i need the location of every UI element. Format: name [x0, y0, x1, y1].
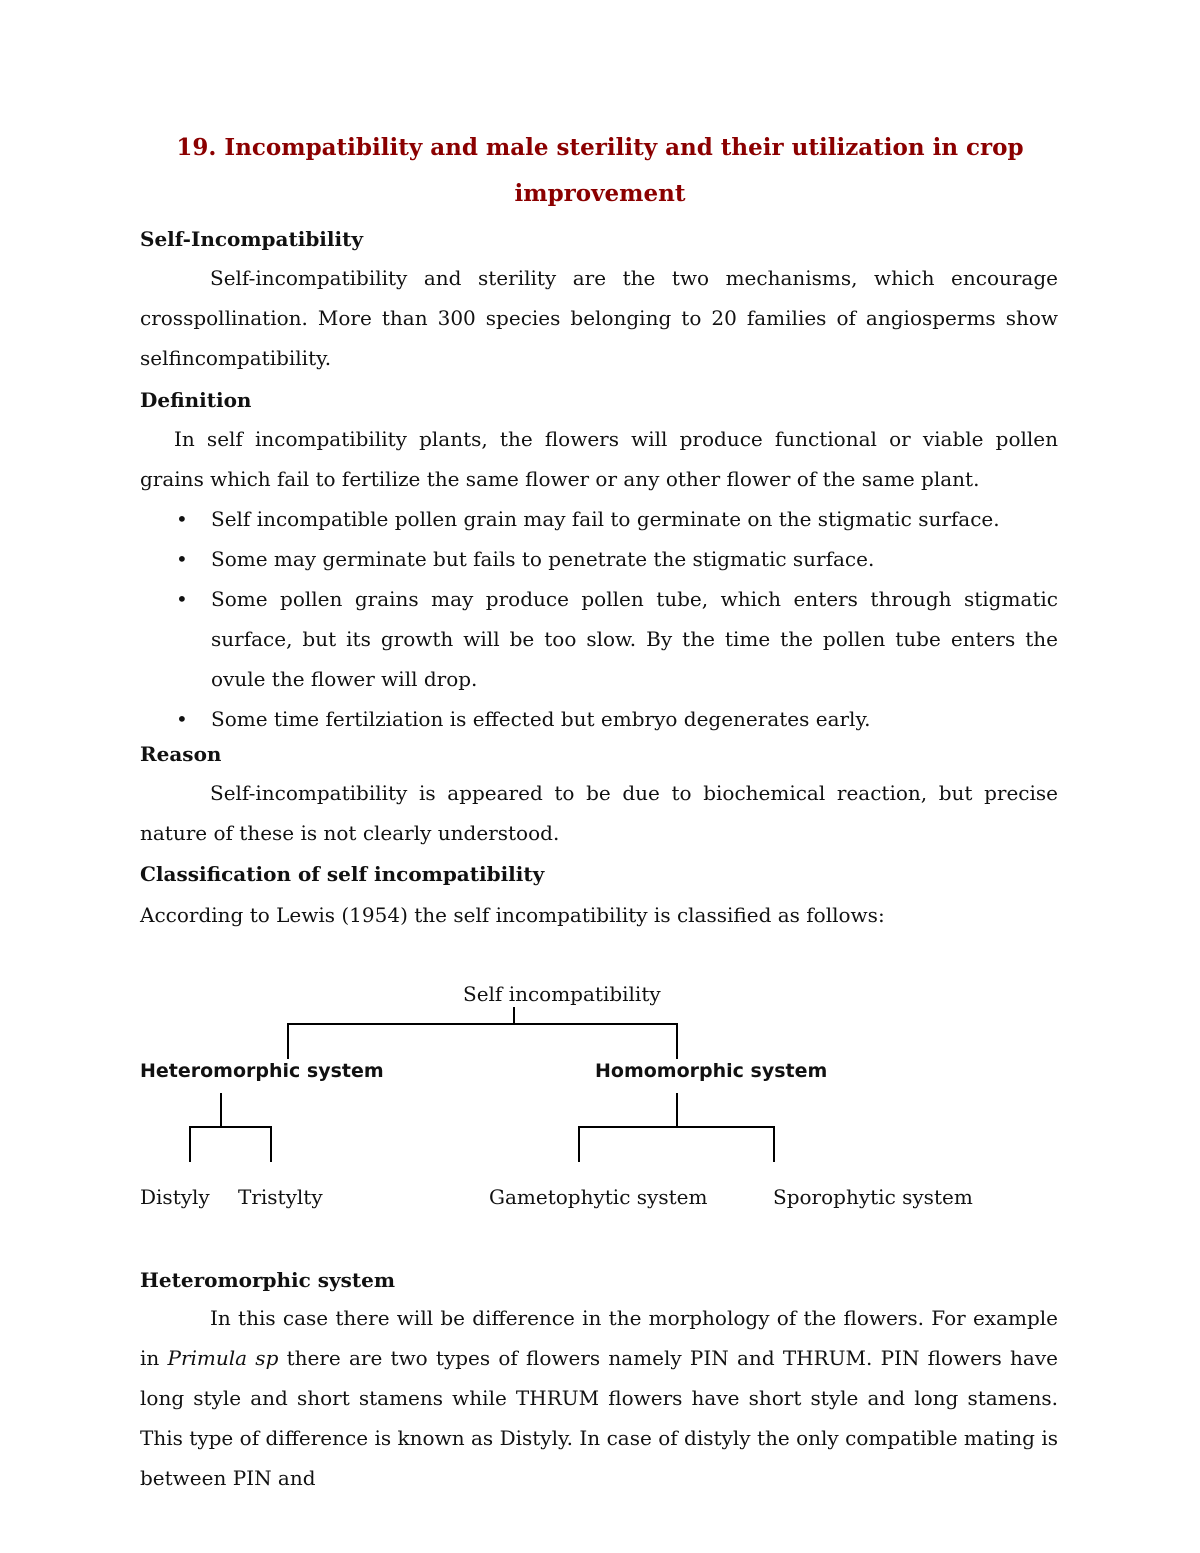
- list-item: [140, 699, 1058, 739]
- list-item: [140, 539, 1058, 579]
- bullet-icon: •: [176, 587, 188, 611]
- diagram-left-branch-label: Heteromorphic system: [140, 1060, 384, 1082]
- bullet-text: Some may germinate but fails to penetrate the stigmatic surface.: [211, 547, 875, 571]
- diagram-right-branch-label: Homomorphic system: [595, 1060, 828, 1082]
- species-name: Primula sp: [167, 1346, 279, 1370]
- heading-heteromorphic: Heteromorphic system: [140, 1268, 396, 1292]
- bullet-icon: •: [176, 707, 188, 731]
- diagram-connector: [287, 1023, 678, 1025]
- bullet-text: Self incompatible pollen grain may fail to germinate on the stigmatic surface.: [211, 507, 1000, 531]
- diagram-leaf-tristyly: Tristylty: [238, 1185, 323, 1209]
- heading-classification: Classification of self incompatibility: [140, 862, 545, 886]
- diagram-connector: [578, 1126, 580, 1162]
- paragraph-heteromorphic: [140, 1298, 1058, 1498]
- bullet-icon: •: [176, 507, 188, 531]
- definition-bullet-list: [140, 499, 1058, 739]
- list-item: [140, 579, 1058, 699]
- diagram-leaf-distyly: Distyly: [140, 1185, 210, 1209]
- diagram-connector: [676, 1023, 678, 1059]
- bullet-text: Some time fertilziation is effected but embryo degenerates early.: [211, 707, 871, 731]
- diagram-connector: [270, 1126, 272, 1162]
- paragraph-text: In this case there will be difference in the morphology of the flowers. For example in: [140, 1306, 1058, 1370]
- heading-self-incompatibility: Self-Incompatibility: [140, 227, 363, 251]
- diagram-leaf-sporophytic: Sporophytic system: [773, 1185, 973, 1209]
- document-title-line-1: 19. Incompatibility and male sterility and their utilization in crop: [176, 134, 1024, 161]
- diagram-connector: [513, 1007, 515, 1024]
- heading-definition: Definition: [140, 388, 252, 412]
- diagram-connector: [578, 1126, 775, 1128]
- paragraph-classification: According to Lewis (1954) the self incompatibility is classified as follows:: [140, 903, 885, 927]
- heading-reason: Reason: [140, 742, 222, 766]
- diagram-connector: [287, 1023, 289, 1059]
- paragraph-reason: Self-incompatibility is appeared to be due to biochemical reaction, but precise nature of these is not clearly understood.: [140, 781, 1058, 845]
- diagram-connector: [773, 1126, 775, 1162]
- bullet-icon: •: [176, 547, 188, 571]
- bullet-text: Some pollen grains may produce pollen tube, which enters through stigmatic surface, but its growth will be too slow. By the time the pollen tube enters the ovule the flower will drop.: [211, 587, 1058, 691]
- diagram-connector: [189, 1126, 272, 1128]
- paragraph-text: there are two types of flowers namely PIN and THRUM. PIN flowers have long style and short stamens while THRUM flowers have short style and long stamens. This type of difference is known as Distyly. In case of distyly the only compatible mating is between PIN and: [140, 1346, 1058, 1490]
- diagram-connector: [189, 1126, 191, 1162]
- diagram-connector: [676, 1093, 678, 1128]
- document-title-line-2: improvement: [514, 180, 686, 207]
- paragraph-self-incompatibility: Self-incompatibility and sterility are the two mechanisms, which encourage crosspollination. More than 300 species belonging to 20 families of angiosperms show selfincompatibility.: [140, 266, 1058, 370]
- diagram-root-label: Self incompatibility: [463, 982, 661, 1006]
- list-item: [140, 499, 1058, 539]
- diagram-connector: [220, 1093, 222, 1128]
- diagram-leaf-gametophytic: Gametophytic system: [489, 1185, 708, 1209]
- paragraph-definition: In self incompatibility plants, the flowers will produce functional or viable pollen grains which fail to fertilize the same flower or any other flower of the same plant.: [140, 427, 1058, 491]
